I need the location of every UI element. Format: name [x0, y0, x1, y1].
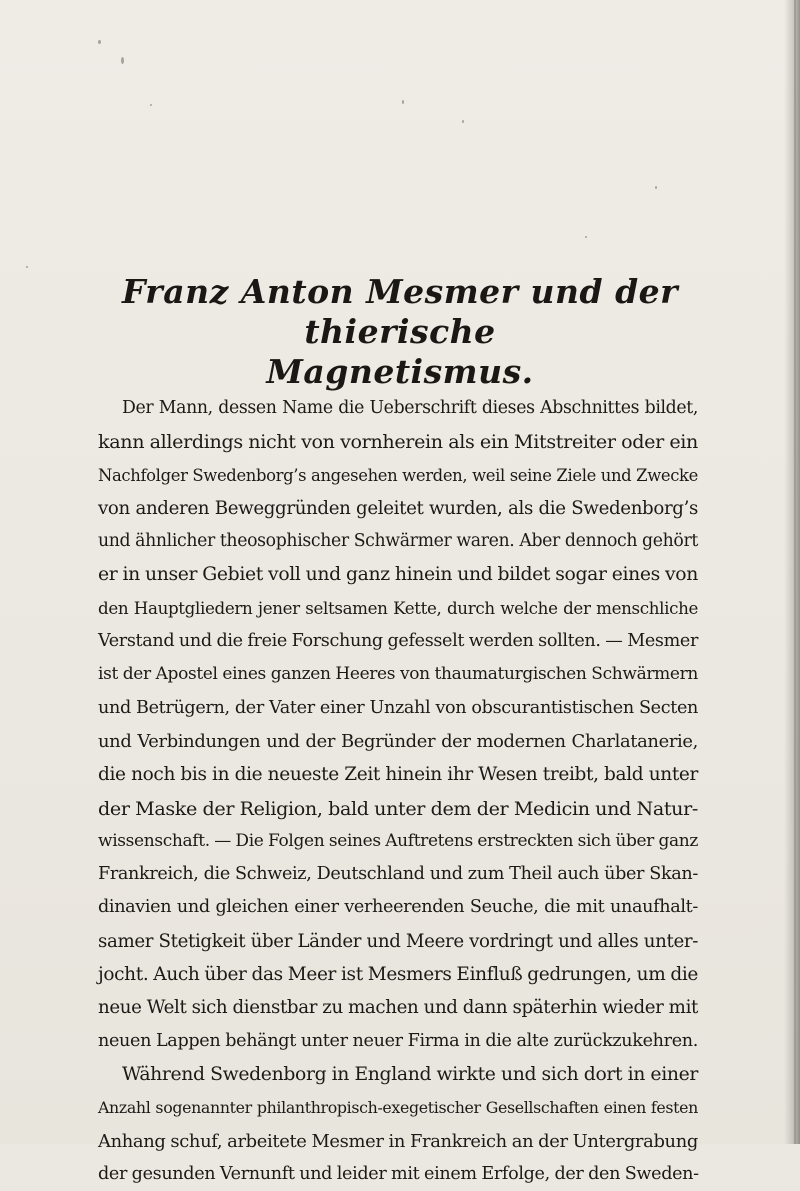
text-line: dinavien und gleichen einer verheerenden Seuche, die mit unaufhalt- [98, 897, 698, 918]
text-line: und Betrügern, der Vater einer Unzahl von obscurantistischen Secten [98, 697, 698, 718]
text-line: samer Stetigkeit über Länder und Meere vordringt und alles unter- [98, 930, 698, 952]
text-line: und Verbindungen und der Begründer der modernen Charlatanerie, [98, 730, 698, 752]
text-line: ist der Apostel eines ganzen Heeres von thaumaturgischen Schwärmern [98, 664, 698, 685]
text-line: Frankreich, die Schweiz, Deutschland und zum Theil auch über Skan- [98, 864, 698, 885]
text-line: Anhang schuf, arbeitete Mesmer in Frankreich an der Untergrabung [98, 1130, 698, 1152]
text-line: der gesunden Vernunft und leider mit einem Erfolge, der den Sweden- [98, 1163, 699, 1184]
text-line: Während Swedenborg in England wirkte und sich dort in einer [122, 1063, 698, 1085]
text-line: der Maske der Religion, bald unter dem der Medicin und Natur- [98, 796, 698, 820]
text-line: Verstand und die freie Forschung gefesselt werden sollten. — Mesmer [98, 631, 699, 652]
text-line: und ähnlicher theosophischer Schwärmer waren. Aber dennoch gehört [98, 531, 698, 552]
chapter-title [120, 272, 680, 392]
text-line: kann allerdings nicht von vornherein als ein Mitstreiter oder ein [98, 430, 698, 454]
text-line: die noch bis in die neueste Zeit hinein ihr Wesen treibt, bald unter [98, 764, 698, 786]
text-line: von anderen Beweggründen geleitet wurden, als die Swedenborg’s [98, 497, 698, 519]
body-paragraph [98, 392, 698, 1191]
text-line: Anzahl sogenannter philanthropisch-exegetischer Gesellschaften einen festen [98, 1098, 698, 1118]
chapter-title-line-1: Franz Anton Mesmer und der thierische [121, 272, 679, 351]
chapter-title-line-2: Magnetismus. [266, 352, 534, 391]
text-line: wissenschaft. — Die Folgen seines Auftretens erstreckten sich über ganz [98, 830, 698, 851]
text-line: Der Mann, dessen Name die Ueberschrift dieses Abschnittes bildet, [122, 398, 698, 418]
text-line: den Hauptgliedern jener seltsamen Kette, durch welche der menschliche [98, 597, 698, 618]
text-line: neuen Lappen behängt unter neuer Firma in die alte zurückzukehren. [98, 1030, 698, 1051]
text-line: er in unser Gebiet voll und ganz hinein und bildet sogar eines von [98, 564, 698, 586]
text-line: neue Welt sich dienstbar zu machen und dann späterhin wieder mit [98, 997, 698, 1019]
text-line: jocht. Auch über das Meer ist Mesmers Einfluß gedrungen, um die [98, 964, 698, 986]
page-edge-shadow [784, 0, 800, 1144]
page-edge-line [794, 0, 796, 1144]
text-line: Nachfolger Swedenborg’s angesehen werden, weil seine Ziele und Zwecke [98, 465, 698, 485]
